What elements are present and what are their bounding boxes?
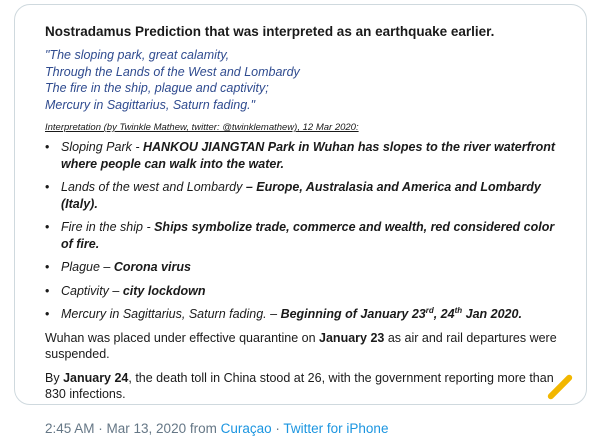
paragraph-bold-date: January 23 [319, 330, 385, 345]
bullet-icon: • [45, 260, 50, 274]
source-app-link[interactable]: Twitter for iPhone [283, 421, 389, 436]
paragraph-text: , the death toll in China stood at 26, with the government reporting more than 830 infections. [45, 370, 554, 401]
bullet-icon: • [45, 307, 50, 321]
date-text: Beginning of January 23 [280, 307, 426, 321]
point-detail: – Europe, Australasia and America and Lombardy (Italy). [61, 180, 541, 211]
list-item [45, 283, 565, 300]
ordinal-suffix: th [454, 305, 463, 315]
prophecy-poem [45, 47, 565, 113]
interpretation-credit: Interpretation (by Twinkle Mathew, twitter: @twinklemathew), 12 Mar 2020: [45, 122, 359, 133]
point-lead: Captivity – [61, 283, 123, 298]
tweet-metadata [45, 421, 388, 436]
point-detail: Corona virus [113, 260, 191, 274]
poem-line: "The sloping park, great calamity, [45, 48, 230, 62]
from-label: from [186, 421, 221, 436]
date-text: , 24 [433, 307, 455, 321]
tweet-date[interactable]: Mar 13, 2020 [106, 421, 187, 436]
document-title: Nostradamus Prediction that was interpreted as an earthquake earlier. [45, 24, 495, 39]
point-lead: Mercury in Sagittarius, Saturn fading. – [61, 307, 281, 321]
list-item [45, 179, 565, 212]
list-item [45, 259, 565, 276]
location-link[interactable]: Curaçao [220, 421, 272, 436]
list-item [45, 219, 565, 252]
point-detail: Ships symbolize trade, commerce and wealth, red considered color of fire. [61, 220, 555, 251]
bullet-icon: • [45, 140, 50, 154]
quarantine-paragraph [45, 330, 565, 363]
poem-line: Through the Lands of the West and Lombardy [45, 64, 300, 79]
point-detail: city lockdown [122, 283, 206, 298]
list-item [45, 306, 565, 323]
poem-line: The fire in the ship, plague and captivity; [45, 81, 269, 95]
paragraph-bold-date: January 24 [63, 370, 129, 385]
tweet-timestamp[interactable]: 2:45 AM [45, 421, 95, 436]
poem-line: Mercury in Sagittarius, Saturn fading." [45, 97, 256, 112]
paragraph-text: By [45, 370, 64, 385]
paragraph-text: Wuhan was placed under effective quarantine on [45, 330, 320, 345]
date-text: Jan 2020. [462, 307, 522, 321]
bullet-icon: • [45, 220, 50, 234]
point-lead: Fire in the ship - [61, 220, 155, 234]
point-lead: Lands of the west and Lombardy [61, 180, 246, 194]
separator: · [271, 421, 284, 436]
prediction-document-image [45, 23, 565, 405]
point-detail: HANKOU JIANGTAN Park in Wuhan has slopes to the river waterfront where people can walk into the water. [61, 140, 556, 171]
point-detail [281, 307, 522, 321]
tweet-media-card[interactable] [14, 4, 587, 405]
point-lead: Plague – [61, 260, 114, 274]
ordinal-suffix: rd [425, 305, 434, 315]
death-toll-paragraph [45, 370, 565, 403]
paragraph-text: as air and rail departures were suspended. [45, 330, 557, 361]
interpretation-list [45, 139, 565, 323]
list-item [45, 139, 565, 172]
bullet-icon: • [45, 180, 50, 194]
point-lead: Sloping Park - [61, 140, 143, 154]
bullet-icon: • [45, 283, 50, 298]
separator: · [94, 421, 107, 436]
